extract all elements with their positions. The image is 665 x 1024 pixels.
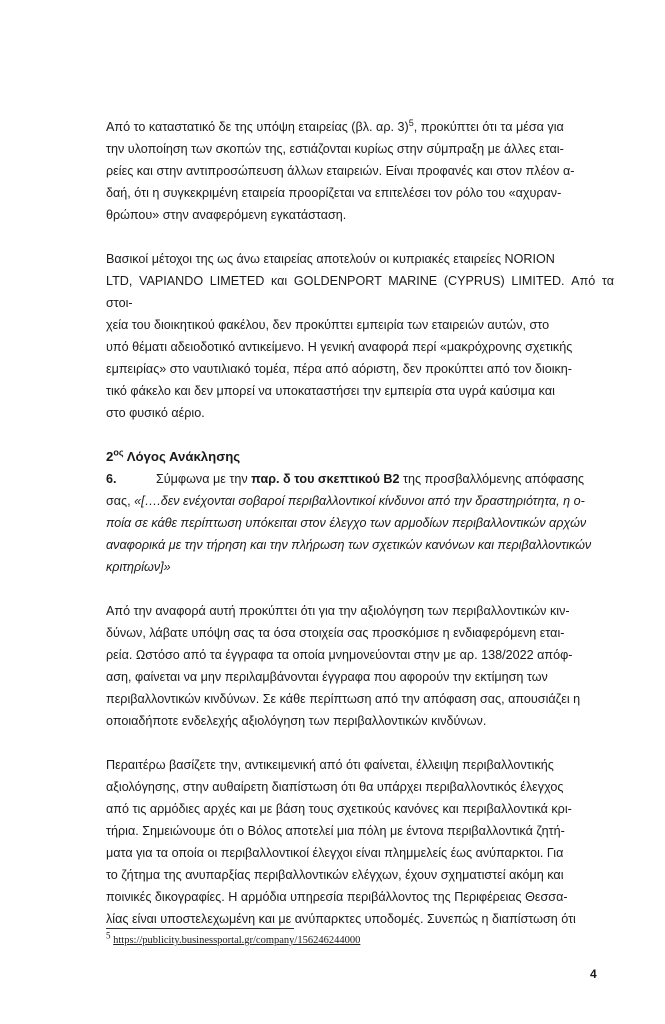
text-line: υπό θέματι αδειοδοτικό αντικείμενο. Η γενική αναφορά περί «μακρόχρονης σχετικής [106, 340, 573, 354]
text-line: 6. Σύμφωνα με την παρ. δ του σκεπτικού Β2 της προσβαλλόμενης απόφασης [106, 468, 614, 490]
section-heading: $2^{o\varsigma}$ Λόγος Ανάκλησης [106, 447, 241, 464]
text-line: κριτηρίων]» [106, 560, 171, 574]
text-line: εμπειρίας» στο ναυτιλιακό τομέα, πέρα από αόριστη, δεν προκύπτει από τον διοικη- [106, 362, 572, 376]
text-line: αναφορικά με την τήρηση και την πλήρωση των σχετικών κανόνων και περιβαλλοντικών [106, 538, 592, 552]
text-line: LTD, VAPIANDO LIMETED και GOLDENPORT MARINE (CYPRUS) LIMITED. Από τα στοι- [106, 274, 614, 310]
paragraph-number: 6. [106, 472, 117, 486]
text-line: τικό φάκελο και δεν μπορεί να υποκαταστήσει την εμπειρία στα υγρά καύσιμα και [106, 384, 555, 398]
text-line: θρώπου» στην αναφερόμενη εγκατάσταση. [106, 208, 347, 222]
text-line: το ζήτημα της ανυπαρξίας περιβαλλοντικών ελέγχων, έχουν σχηματιστεί ακόμη και [106, 868, 564, 882]
footnote-mark: 5 [106, 930, 111, 941]
text-line: Από την αναφορά αυτή προκύπτει ότι για την αξιολόγηση των περιβαλλοντικών κιν- [106, 604, 570, 618]
footnote-link[interactable]: https://publicity.businessportal.gr/company/156246244000 [113, 935, 361, 946]
text-line: σας, «[….δεν ενέχονται σοβαροί περιβαλλοντικοί κίνδυνοι από την δραστηριότητα, η ο- [106, 494, 585, 508]
text-line: δαή, ότι η συγκεκριμένη εταιρεία προορίζεται να επιτελέσει τον ρόλο του «αχυραν- [106, 186, 562, 200]
text-line: την υλοποίηση των σκοπών της, εστιάζονται κυρίως στην σύμπραξη με άλλες εται- [106, 142, 564, 156]
page-number: 4 [590, 967, 597, 981]
paragraph-gap [106, 226, 614, 248]
text-line: ματα για τα οποία οι περιβαλλοντικοί έλεγχοι είναι πλημμελείς έως ανύπαρκτοι. Για [106, 846, 564, 860]
footnote-divider [106, 928, 294, 929]
text-line: αξιολόγησης, στην αυθαίρετη διαπίστωση ότι θα υπάρχει περιβαλλοντικός έλεγχος [106, 780, 564, 794]
page-body [106, 116, 614, 930]
text-line: στο φυσικό αέριο. [106, 406, 205, 420]
text-line: χεία του διοικητικού φακέλου, δεν προκύπτει εμπειρία των εταιρειών αυτών, στο [106, 318, 550, 332]
text-line: από τις αρμόδιες αρχές και με βάση τους σχετικούς κανόνες και περιβαλλοντικά κρι- [106, 802, 572, 816]
paragraph-gap [106, 424, 614, 446]
paragraph-risk-assessment [106, 600, 614, 732]
text-line: Από το καταστατικό δε της υπόψη εταιρείας (βλ. αρ. 3)$^5$, προκύπτει ότι τα μέσα για [106, 117, 564, 134]
text-line: Βασικοί μέτοχοι της ως άνω εταιρείας αποτελούν οι κυπριακές εταιρείες NORION [106, 252, 555, 266]
paragraph-gap [106, 732, 614, 754]
paragraph-environmental-control [106, 754, 614, 930]
text-line: ρείες και στην αντιπροσώπευση άλλων εταιρειών. Είναι προφανές και στον πλέον α- [106, 164, 575, 178]
text-line: ποινικές δικογραφίες. Η αρμόδια υπηρεσία περιβάλλοντος της Περιφέρειας Θεσσα- [106, 890, 568, 904]
text-line: περιβαλλοντικών κινδύνων. Σε κάθε περίπτωση από την απόφαση σας, απουσιάζει η [106, 692, 581, 706]
text-line: δύνων, λάβατε υπόψη σας τα όσα στοιχεία σας προσκόμισε η ενδιαφερόμενη εται- [106, 626, 565, 640]
text-line: οποιαδήποτε ενδελεχής αξιολόγηση των περιβαλλοντικών κινδύνων. [106, 714, 487, 728]
text-line: λίας είναι υποστελεχωμένη και με ανύπαρκτες υποδομές. Συνεπώς η διαπίστωση ότι [106, 912, 576, 926]
text-line: αση, φαίνεται να μην περιλαμβάνονται έγγραφα που αφορούν την εκτίμηση των [106, 670, 548, 684]
footnote [106, 930, 361, 946]
footnote-reference[interactable]: 5 [408, 117, 414, 128]
text-line: ρεία. Ωστόσο από τα έγγραφα τα οποία μνημονεύονται στην με αρ. 138/2022 απόφ- [106, 648, 573, 662]
paragraph-shareholders [106, 248, 614, 424]
paragraph-articles-of-association [106, 116, 614, 226]
text-line: Περαιτέρω βασίζετε την, αντικειμενική από ότι φαίνεται, έλλειψη περιβαλλοντικής [106, 758, 554, 772]
quoted-decision-text: «[….δεν ενέχονται σοβαροί περιβαλλοντικοί κίνδυνοι από την δραστηριότητα, η ο- [134, 494, 585, 508]
paragraph-gap [106, 578, 614, 600]
text-line: ποία σε κάθε περίπτωση υπόκειται στον έλεγχο των αρμοδίων περιβαλλοντικών αρχών [106, 516, 587, 530]
text-line: τήρια. Σημειώνουμε ότι ο Βόλος αποτελεί μια πόλη με έντονα περιβαλλοντικά ζητή- [106, 824, 565, 838]
paragraph-ground-6 [106, 468, 614, 578]
